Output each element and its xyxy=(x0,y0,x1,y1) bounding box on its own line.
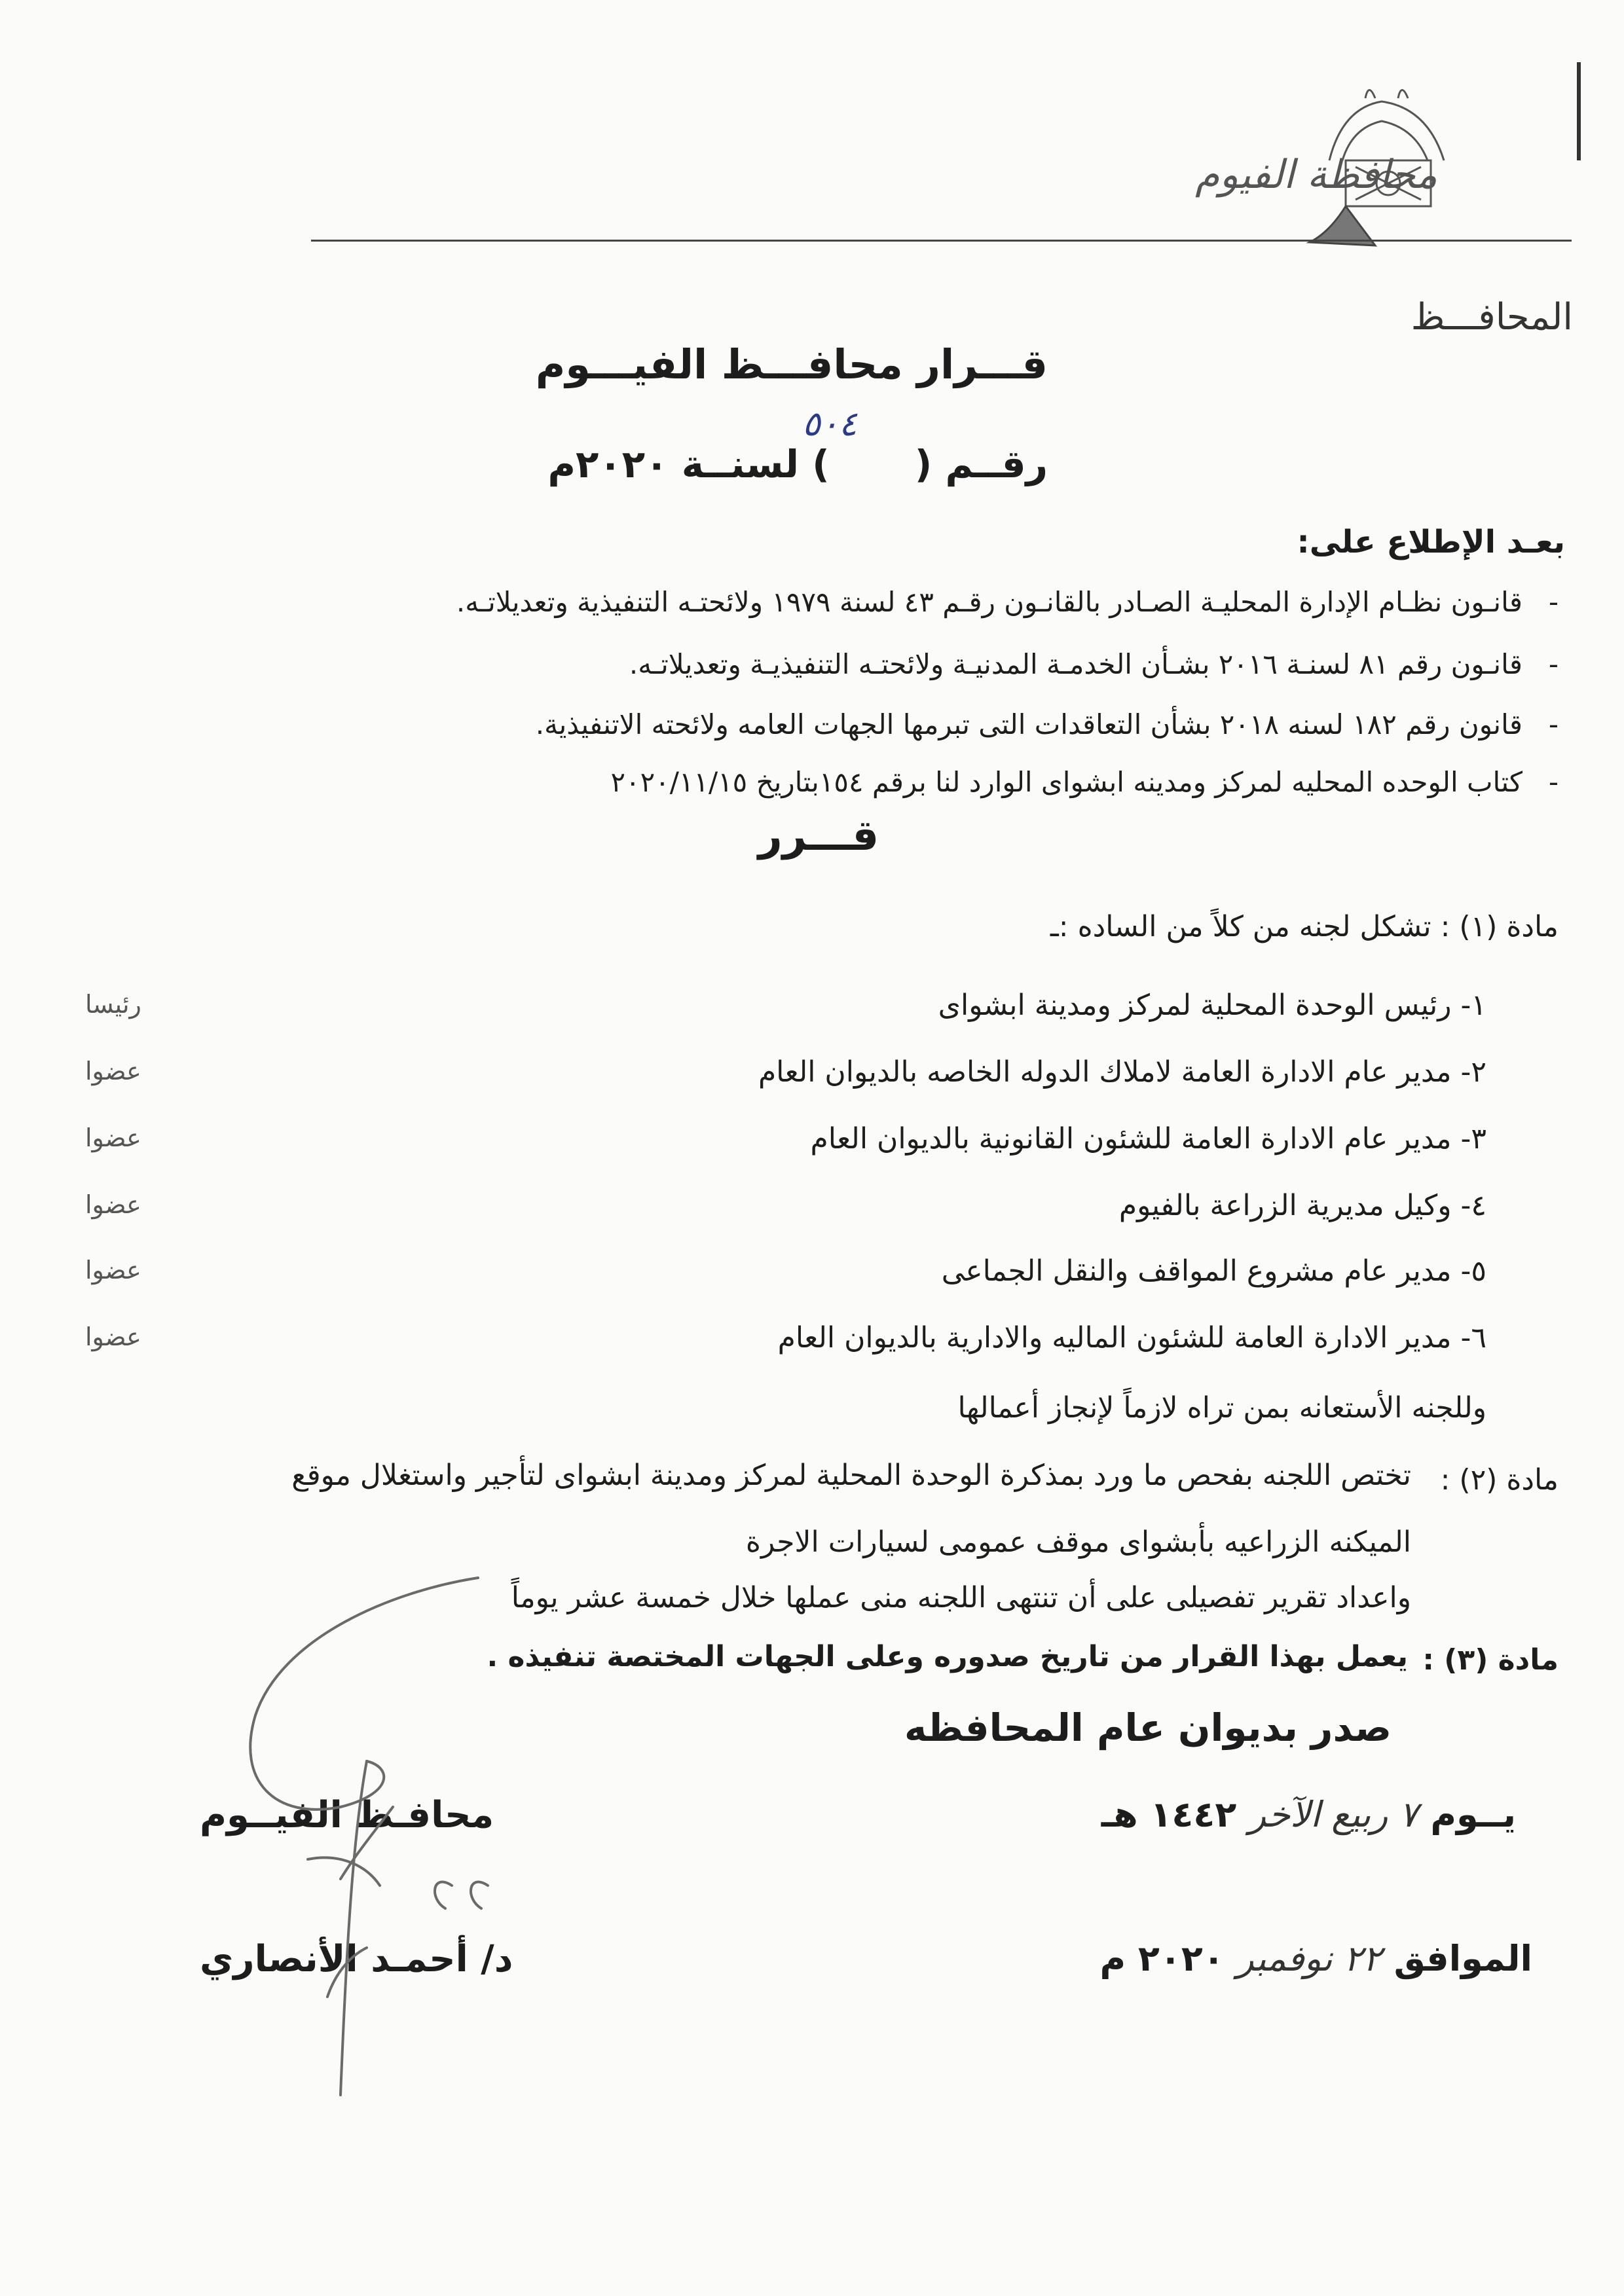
hijri-prefix: يــوم xyxy=(1430,1794,1516,1835)
member-role: عضوا xyxy=(85,1256,141,1285)
committee-member: ٣- مدير عام الادارة العامة للشئون القانونية بالديوان العام xyxy=(810,1122,1486,1156)
list-bullet: - xyxy=(1548,648,1559,680)
reference-item: قانون رقم ١٨٢ لسنه ٢٠١٨ بشأن التعاقدات التى تبرمها الجهات العامه ولائحته الاتنفيذية. xyxy=(535,708,1522,740)
article-1-closing: وللجنه الأستعانه بمن تراه لازماً لإنجاز أعمالها xyxy=(957,1391,1486,1425)
governor-name: د/ أحمـد الأنصاري xyxy=(200,1938,513,1980)
gregorian-prefix: الموافق xyxy=(1393,1938,1532,1979)
article-2-label: مادة (٢) : xyxy=(1440,1463,1559,1497)
list-bullet: - xyxy=(1548,766,1559,798)
issued-at: صدر بديوان عام المحافظه xyxy=(904,1705,1392,1750)
decision-number-prefix: رقــم ( xyxy=(914,442,1048,486)
committee-member: ١- رئيس الوحدة المحلية لمركز ومدينة ابشواى xyxy=(938,989,1486,1022)
article-1-label: مادة (١) : xyxy=(1440,910,1559,943)
article-2-line: تختص اللجنه بفحص ما ورد بمذكرة الوحدة المحلية لمركز ومدينة ابشواى لتأجير واستغلال موقع xyxy=(291,1459,1411,1492)
decides-heading: قـــرر xyxy=(758,812,879,860)
article-3-label: مادة (٣) : xyxy=(1422,1643,1559,1677)
reference-item: قانـون رقم ٨١ لسنـة ٢٠١٦ بشـأن الخدمـة المدنيـة ولائحتـه التنفيذيـة وتعديلاتـه. xyxy=(629,648,1522,680)
governor-label: المحافـــظ xyxy=(1411,296,1573,338)
decision-number-suffix: ) لسنــة ٢٠٢٠م xyxy=(547,442,830,486)
article-3-text: يعمل بهذا القرار من تاريخ صدوره وعلى الجهات المختصة تنفيذه . xyxy=(487,1640,1408,1673)
member-role: عضوا xyxy=(85,1057,141,1085)
committee-member: ٤- وكيل مديرية الزراعة بالفيوم xyxy=(1118,1189,1486,1222)
member-role: عضوا xyxy=(85,1190,141,1219)
member-role: عضوا xyxy=(85,1123,141,1152)
member-role: عضوا xyxy=(85,1322,141,1351)
committee-member: ٦- مدير الادارة العامة للشئون الماليه والادارية بالديوان العام xyxy=(777,1321,1486,1355)
list-bullet: - xyxy=(1548,708,1559,740)
reference-item: كتاب الوحده المحليه لمركز ومدينه ابشواى الوارد لنا برقم ١٥٤بتاريخ ٢٠٢٠/١١/١٥ xyxy=(610,766,1522,798)
hijri-handwritten: ٧ ربيع الآخر xyxy=(1249,1794,1418,1835)
article-2-line: واعداد تقرير تفصيلى على أن تنتهى اللجنه منى عملها خلال خمسة عشر يوماً xyxy=(511,1581,1411,1614)
reference-item: قانـون نظـام الإدارة المحليـة الصـادر بالقانـون رقـم ٤٣ لسنة ١٩٧٩ ولائحتـه التنفيذية وتعديلاتـه. xyxy=(456,586,1522,618)
article-2-line: الميكنه الزراعيه بأبشواى موقف عمومى لسيارات الاجرة xyxy=(745,1525,1411,1559)
list-bullet: - xyxy=(1548,586,1559,618)
governor-title: محافـظ الفيــوم xyxy=(200,1794,494,1836)
hijri-year: ١٤٤٢ هـ xyxy=(1101,1794,1237,1835)
gregorian-year: ٢٠٢٠ م xyxy=(1099,1938,1225,1979)
decision-number-handwritten: ٥٠٤ xyxy=(802,405,857,444)
preamble-heading: بعـد الإطلاع على: xyxy=(1297,524,1565,560)
gregorian-handwritten: ٢٢ نوفمبر xyxy=(1236,1938,1382,1979)
decision-title: قـــرار محافـــظ الفيـــوم xyxy=(535,340,1048,388)
article-1-text: تشكل لجنه من كلاً من الساده :ـ xyxy=(1050,910,1431,943)
member-role: رئيسا xyxy=(85,990,141,1019)
committee-member: ٥- مدير عام مشروع المواقف والنقل الجماعى xyxy=(941,1254,1486,1288)
committee-member: ٢- مدير عام الادارة العامة لاملاك الدوله الخاصه بالديوان العام xyxy=(758,1055,1486,1089)
governorate-name: محافظة الفيوم xyxy=(1195,152,1437,198)
